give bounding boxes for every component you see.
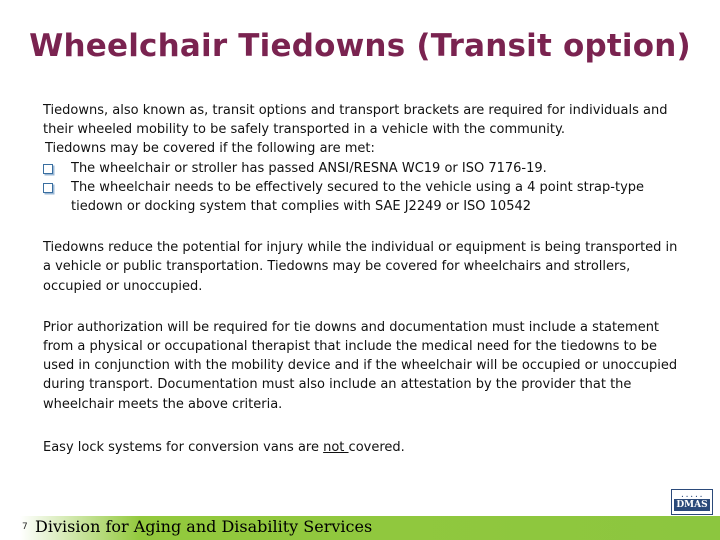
page-number: 7	[22, 522, 28, 532]
list-item	[43, 178, 683, 216]
logo-dots-icon: • • • • •	[681, 493, 703, 499]
conditions-list	[43, 159, 683, 217]
checkbox-bullet-icon	[43, 183, 53, 193]
not-emphasis: not	[323, 439, 349, 455]
conditions-lead: Tiedowns may be covered if the following are met:	[45, 141, 375, 157]
reduce-injury-paragraph: Tiedowns reduce the potential for injury while the individual or equipment is being transported in a vehicle or public transportation. Tiedowns may be covered for wheelchairs and strollers, occupied or unoccupied.	[43, 240, 678, 294]
easy-lock-paragraph	[43, 438, 683, 457]
list-item	[43, 159, 683, 178]
logo-text: DMAS	[674, 499, 710, 511]
slide-title: Wheelchair Tiedowns (Transit option)	[29, 28, 691, 64]
footer-bar	[0, 516, 720, 540]
slide-body	[43, 101, 683, 457]
easy-lock-text: Easy lock systems for conversion vans are	[43, 439, 324, 455]
intro-paragraph: Tiedowns, also known as, transit options and transport brackets are required for individuals and their wheeled mobility to be safely transported in a vehicle with the community.	[43, 103, 668, 138]
prior-authorization-paragraph: Prior authorization will be required for tie downs and documentation must include a statement from a physical or occupational therapist that include the medical need for the tiedowns to be used in conjunction with the mobility device and if the wheelchair will be occupied or unoccupied during transport. Documentation must also include an attestation by the provider that the wheelchair meets the above criteria.	[43, 319, 678, 412]
list-item-text: The wheelchair needs to be effectively secured to the vehicle using a 4 point strap-type tiedown or docking system that complies with SAE J2249 or ISO 10542	[71, 179, 645, 215]
dmas-logo	[671, 489, 713, 515]
checkbox-bullet-icon	[43, 164, 53, 174]
list-item-text: The wheelchair or stroller has passed ANSI/RESNA WC19 or ISO 7176-19.	[71, 160, 547, 176]
footer-organization: Division for Aging and Disability Services	[35, 517, 373, 536]
easy-lock-text-end: covered.	[348, 439, 405, 455]
